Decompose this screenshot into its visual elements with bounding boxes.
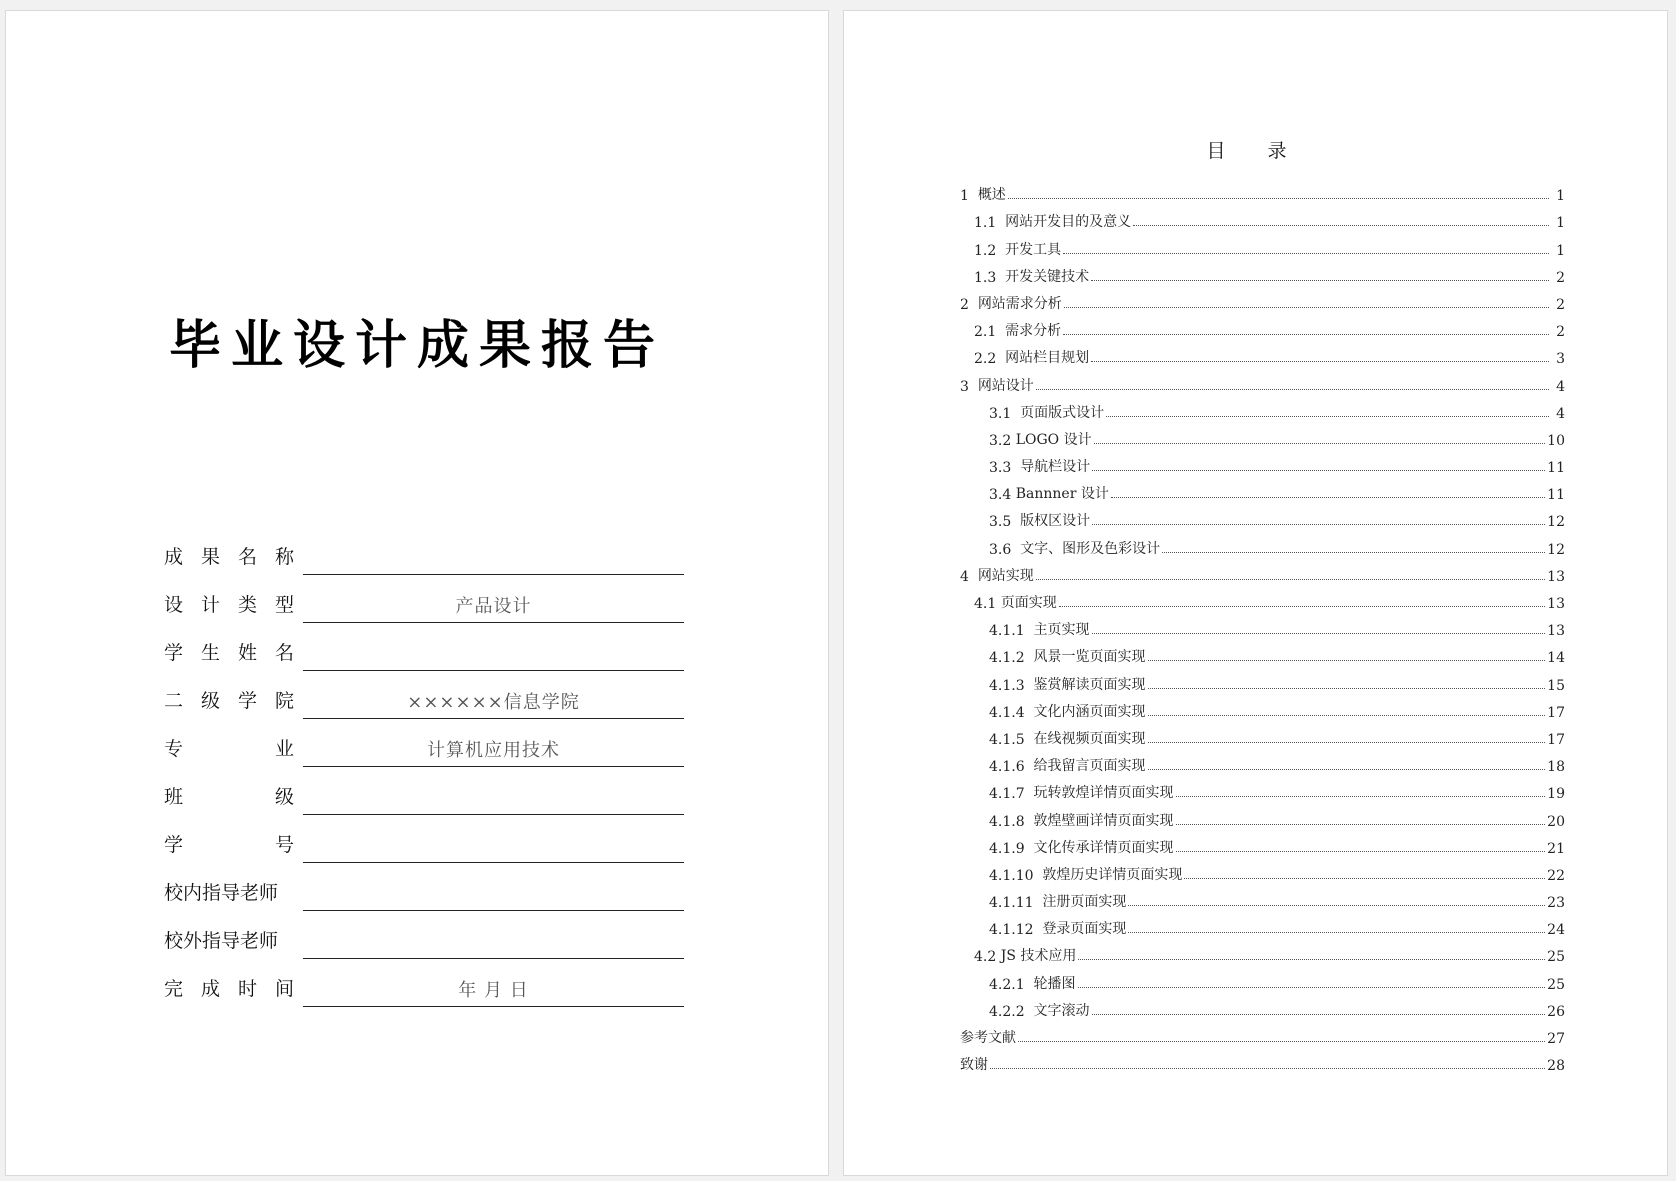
cover-field-label-char: 完 — [164, 978, 184, 1000]
toc-entry-page: 24 — [1547, 922, 1565, 939]
toc-dot-leader — [1078, 958, 1545, 960]
toc-entry-text: 致谢 — [960, 1057, 988, 1074]
toc-entry-text: 主页实现 — [1033, 622, 1090, 639]
cover-field-label-char: 名 — [237, 546, 257, 568]
toc-dot-leader — [1059, 605, 1545, 607]
cover-field-label-char: 果 — [200, 546, 220, 568]
toc-entry-number: 2.1 — [974, 324, 1006, 341]
toc-dot-leader — [1148, 714, 1546, 716]
cover-field-value — [303, 784, 684, 815]
toc-entry-text: 网站设计 — [977, 377, 1034, 394]
toc-entry-text: 风景一览页面实现 — [1033, 649, 1146, 666]
toc-entry-text: 版权区设计 — [1020, 513, 1091, 530]
toc-entry-text: 玩转敦煌详情页面实现 — [1033, 785, 1174, 802]
toc-entry-page: 17 — [1547, 704, 1565, 721]
cover-field-label-char: 时 — [237, 978, 257, 1000]
toc-entry[interactable] — [960, 204, 1565, 231]
toc-entry-number: 4.2.2 — [989, 1003, 1034, 1020]
toc-entry-page: 4 — [1556, 405, 1565, 422]
toc-title: 目 录 — [1206, 140, 1305, 162]
toc-entry-page: 15 — [1547, 677, 1565, 694]
toc-entry-text: JS 技术应用 — [1000, 948, 1077, 965]
toc-entry-number: 4.1.1 — [989, 623, 1034, 640]
toc-entry-number: 2.2 — [974, 351, 1006, 368]
cover-field-label-char: 班 — [164, 786, 184, 808]
toc-entry-number: 3.3 — [989, 460, 1021, 477]
toc-entry-page: 3 — [1556, 351, 1565, 368]
cover-field-label-char: 学 — [237, 690, 257, 712]
toc-entry[interactable] — [960, 585, 1565, 612]
toc-entry-number: 4 — [960, 568, 978, 585]
cover-field-value: 计算机应用技术 — [303, 736, 684, 767]
toc-entry-number: 1.3 — [974, 269, 1006, 286]
toc-entry-text: 页面版式设计 — [1020, 404, 1105, 421]
toc-entry[interactable] — [960, 775, 1565, 802]
toc-entry-text: 文字、图形及色彩设计 — [1020, 540, 1161, 557]
cover-field-value: 产品设计 — [303, 592, 684, 623]
toc-entry-page: 2 — [1556, 324, 1565, 341]
toc-dot-leader — [1063, 333, 1549, 335]
toc-entry-number: 4.1.11 — [989, 895, 1043, 912]
cover-field-label-char: 类 — [237, 594, 257, 616]
toc-entry-number: 3 — [960, 378, 978, 395]
toc-dot-leader — [1078, 986, 1546, 988]
toc-entry-number: 1.2 — [974, 242, 1006, 259]
toc-entry-page: 25 — [1547, 949, 1565, 966]
toc-entry-page: 12 — [1547, 514, 1565, 531]
cover-field-row — [164, 575, 684, 623]
toc-entry-number: 3.2 — [989, 432, 1016, 449]
toc-dot-leader — [1063, 252, 1549, 254]
toc-entry-number: 4.2 — [974, 949, 1001, 966]
cover-field-label-char: 设 — [164, 594, 184, 616]
cover-field-label-char: 级 — [200, 690, 220, 712]
toc-entry-page: 14 — [1547, 650, 1565, 667]
cover-field-label-char: 校内指导老师 — [164, 882, 279, 904]
toc-dot-leader — [1036, 388, 1549, 390]
cover-field-label-char: 校外指导老师 — [164, 930, 279, 952]
cover-field-label-char: 业 — [274, 738, 294, 760]
toc-entry-text: 轮播图 — [1033, 975, 1076, 992]
toc-entry-number: 3.6 — [989, 541, 1021, 558]
toc-dot-leader — [1133, 224, 1549, 226]
toc-entry-number: 4.1.10 — [989, 867, 1043, 884]
cover-field-row — [164, 911, 684, 959]
toc-entry-number: 4.1.5 — [989, 731, 1034, 748]
toc-entry[interactable] — [960, 993, 1565, 1020]
cover-field-label-char: 生 — [200, 642, 220, 664]
cover-field-label — [164, 926, 294, 959]
cover-field-value — [303, 928, 684, 959]
toc-entry[interactable] — [960, 340, 1565, 367]
toc-dot-leader — [1092, 469, 1545, 471]
cover-field-label — [164, 590, 294, 623]
toc-entry[interactable] — [960, 938, 1565, 965]
cover-field-label-char: 二 — [164, 690, 184, 712]
toc-dot-leader — [1036, 578, 1545, 580]
toc-dot-leader — [1092, 632, 1546, 634]
toc-dot-leader — [1148, 768, 1546, 770]
toc-entry[interactable] — [960, 830, 1565, 857]
toc-dot-leader — [990, 1067, 1545, 1069]
cover-field-label-char: 学 — [164, 834, 184, 856]
toc-dot-leader — [1106, 415, 1549, 417]
toc-dot-leader — [1176, 823, 1546, 825]
toc-entry[interactable] — [960, 231, 1565, 258]
toc-entry[interactable] — [960, 965, 1565, 992]
toc-entry-number: 4.1.4 — [989, 704, 1034, 721]
toc-dot-leader — [1091, 279, 1549, 281]
cover-field-row — [164, 671, 684, 719]
cover-form — [164, 527, 684, 1007]
toc-entry[interactable] — [960, 802, 1565, 829]
toc-entry-number: 4.1.7 — [989, 786, 1034, 803]
cover-field-label-char: 名 — [274, 642, 294, 664]
toc-entry-page: 1 — [1556, 188, 1565, 205]
toc-list — [960, 177, 1565, 1074]
toc-entry-text: 文化内涵页面实现 — [1033, 703, 1146, 720]
toc-dot-leader — [1148, 659, 1546, 661]
toc-entry-page: 2 — [1556, 269, 1565, 286]
toc-entry-page: 11 — [1547, 487, 1565, 504]
toc-entry[interactable] — [960, 612, 1565, 639]
toc-entry[interactable] — [960, 1020, 1565, 1047]
toc-entry-text: 网站实现 — [977, 567, 1034, 584]
cover-field-label-char: 号 — [274, 834, 294, 856]
cover-field-label — [164, 686, 294, 719]
toc-entry[interactable] — [960, 694, 1565, 721]
toc-entry[interactable] — [960, 721, 1565, 748]
toc-entry-number: 1 — [960, 188, 978, 205]
toc-entry-text: 登录页面实现 — [1042, 921, 1127, 938]
toc-entry-text: 导航栏设计 — [1020, 459, 1091, 476]
toc-dot-leader — [1184, 877, 1545, 879]
toc-dot-leader — [1148, 741, 1546, 743]
toc-entry[interactable] — [960, 558, 1565, 585]
cover-field-label-char: 型 — [274, 594, 294, 616]
toc-entry-page: 25 — [1547, 976, 1565, 993]
toc-dot-leader — [1091, 360, 1549, 362]
toc-entry[interactable] — [960, 367, 1565, 394]
cover-field-label-char: 学 — [164, 642, 184, 664]
toc-entry[interactable] — [960, 286, 1565, 313]
toc-entry-page: 1 — [1556, 242, 1565, 259]
toc-entry-number: 4.1.12 — [989, 922, 1043, 939]
toc-entry-text: 参考文献 — [960, 1030, 1016, 1046]
cover-field-label — [164, 734, 294, 767]
toc-entry[interactable] — [960, 503, 1565, 530]
cover-field-value — [303, 880, 684, 911]
toc-entry-page: 1 — [1556, 215, 1565, 232]
toc-entry-text: 网站开发目的及意义 — [1005, 214, 1132, 231]
toc-entry-page: 10 — [1547, 432, 1565, 449]
toc-entry-text: 需求分析 — [1005, 323, 1062, 340]
cover-field-label — [164, 542, 294, 575]
toc-entry-text: Bannner 设计 — [1015, 486, 1109, 503]
cover-field-value — [303, 544, 684, 575]
cover-field-row — [164, 767, 684, 815]
cover-field-row — [164, 719, 684, 767]
toc-entry[interactable] — [960, 177, 1565, 204]
toc-entry-number: 4.1.6 — [989, 759, 1034, 776]
toc-dot-leader — [1176, 850, 1546, 852]
toc-entry-number: 4.1.3 — [989, 677, 1034, 694]
toc-entry-text: 文字滚动 — [1033, 1002, 1090, 1019]
toc-entry-text: 鉴赏解读页面实现 — [1033, 676, 1146, 693]
toc-entry-text: 页面实现 — [1000, 595, 1057, 611]
toc-entry[interactable] — [960, 639, 1565, 666]
toc-entry-text: 给我留言页面实现 — [1033, 758, 1146, 775]
cover-field-value: ××××××信息学院 — [303, 688, 684, 719]
cover-field-label-char: 专 — [164, 738, 184, 760]
toc-dot-leader — [1008, 197, 1549, 199]
cover-field-row — [164, 815, 684, 863]
cover-field-label-char: 院 — [274, 690, 294, 712]
toc-entry-number: 4.1.9 — [989, 840, 1034, 857]
toc-entry[interactable] — [960, 857, 1565, 884]
cover-field-label — [164, 974, 294, 1007]
toc-entry[interactable] — [960, 313, 1565, 340]
toc-entry[interactable] — [960, 911, 1565, 938]
toc-entry-number: 3.5 — [989, 514, 1021, 531]
cover-field-label — [164, 638, 294, 671]
toc-dot-leader — [1128, 904, 1545, 906]
toc-dot-leader — [1128, 931, 1545, 933]
toc-entry-text: LOGO 设计 — [1015, 431, 1092, 448]
toc-entry-page: 13 — [1547, 623, 1565, 640]
toc-entry-page: 26 — [1547, 1003, 1565, 1020]
cover-field-label-char: 级 — [274, 786, 294, 808]
cover-field-label-char: 计 — [200, 594, 220, 616]
toc-entry-text: 敦煌历史详情页面实现 — [1042, 866, 1183, 883]
cover-field-row — [164, 527, 684, 575]
cover-field-label-char: 称 — [274, 546, 294, 568]
toc-dot-leader — [1092, 523, 1545, 525]
toc-entry-number: 4.1.2 — [989, 650, 1034, 667]
cover-title: 毕业设计成果报告 — [168, 315, 665, 376]
toc-entry-text: 开发关键技术 — [1005, 268, 1090, 285]
toc-entry-text: 概述 — [977, 187, 1006, 204]
toc-dot-leader — [1176, 795, 1546, 797]
toc-entry-page: 19 — [1547, 786, 1565, 803]
toc-entry-page: 23 — [1547, 895, 1565, 912]
toc-entry-number: 2 — [960, 296, 978, 313]
cover-field-label-char: 间 — [274, 978, 294, 1000]
toc-entry-text: 文化传承详情页面实现 — [1033, 839, 1174, 856]
toc-entry[interactable] — [960, 530, 1565, 557]
toc-entry-page: 27 — [1547, 1031, 1565, 1047]
toc-entry[interactable] — [960, 748, 1565, 775]
toc-entry-page: 13 — [1547, 568, 1565, 585]
cover-field-label-char: 成 — [200, 978, 220, 1000]
toc-entry-text: 在线视频页面实现 — [1033, 730, 1146, 747]
toc-entry-text: 敦煌壁画详情页面实现 — [1033, 812, 1174, 829]
toc-entry-page: 28 — [1547, 1058, 1565, 1075]
toc-entry-page: 20 — [1547, 813, 1565, 830]
cover-page — [5, 10, 829, 1176]
toc-entry-number: 3.4 — [989, 487, 1016, 504]
toc-dot-leader — [1064, 306, 1549, 308]
toc-dot-leader — [1018, 1040, 1545, 1042]
cover-field-value — [303, 640, 684, 671]
cover-field-label — [164, 782, 294, 815]
cover-field-row — [164, 623, 684, 671]
toc-entry[interactable] — [960, 259, 1565, 286]
cover-field-row — [164, 959, 684, 1007]
toc-entry[interactable] — [960, 476, 1565, 503]
toc-entry-page: 21 — [1547, 840, 1565, 857]
cover-field-label — [164, 830, 294, 863]
toc-dot-leader — [1092, 1013, 1546, 1015]
cover-field-value — [303, 832, 684, 863]
toc-entry-page: 18 — [1547, 759, 1565, 776]
toc-dot-leader — [1148, 687, 1546, 689]
toc-entry-number: 1.1 — [974, 215, 1006, 232]
toc-entry-text: 网站需求分析 — [977, 295, 1062, 312]
toc-entry-page: 11 — [1547, 460, 1565, 477]
cover-field-label-char: 成 — [164, 546, 184, 568]
toc-entry[interactable] — [960, 449, 1565, 476]
toc-dot-leader — [1094, 442, 1546, 444]
cover-field-value: 年 月 日 — [303, 976, 684, 1007]
toc-entry-text: 开发工具 — [1005, 241, 1062, 258]
toc-dot-leader — [1162, 551, 1545, 553]
toc-entry-text: 网站栏目规划 — [1005, 350, 1090, 367]
toc-entry-page: 4 — [1556, 378, 1565, 395]
toc-page — [843, 10, 1668, 1176]
toc-entry-number: 4.1.8 — [989, 813, 1034, 830]
toc-entry-number: 3.1 — [989, 405, 1021, 422]
cover-field-label — [164, 878, 294, 911]
toc-entry-page: 12 — [1547, 541, 1565, 558]
toc-entry-number: 4.2.1 — [989, 976, 1034, 993]
toc-entry[interactable] — [960, 1047, 1565, 1074]
toc-entry-page: 2 — [1556, 296, 1565, 313]
toc-entry-page: 13 — [1547, 596, 1565, 612]
toc-entry-page: 17 — [1547, 731, 1565, 748]
cover-field-label-char: 姓 — [237, 642, 257, 664]
toc-entry[interactable] — [960, 422, 1565, 449]
toc-entry[interactable] — [960, 395, 1565, 422]
toc-entry-page: 22 — [1547, 867, 1565, 884]
toc-entry[interactable] — [960, 666, 1565, 693]
toc-entry-text: 注册页面实现 — [1042, 894, 1127, 911]
toc-entry-number: 4.1 — [974, 596, 1001, 612]
cover-field-row — [164, 863, 684, 911]
toc-dot-leader — [1111, 496, 1545, 498]
toc-entry[interactable] — [960, 884, 1565, 911]
